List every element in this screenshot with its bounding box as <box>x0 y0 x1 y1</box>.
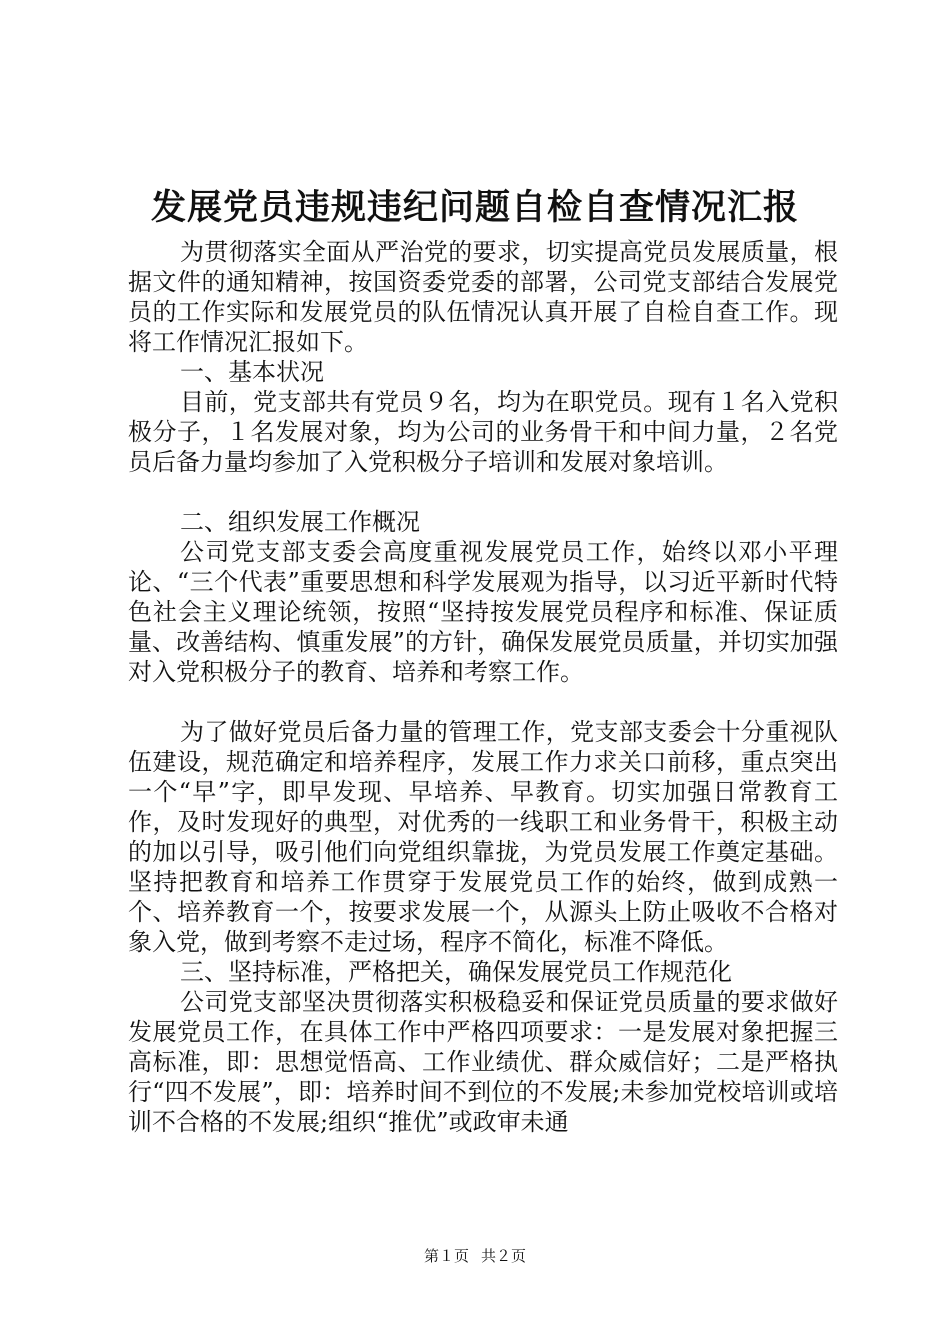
section-heading-3: 三、坚持标准，严格把关，确保发展党员工作规范化 <box>180 958 732 986</box>
standards-paragraph: 公司党支部坚决贯彻落实积极稳妥和保证党员质量的要求做好发展党员工作，在具体工作中严格四项要求：一是发展对象把握三高标准，即：思想觉悟高、工作业绩优、群众威信好；二是严格执行“四不发展”，即：培养时间不到位的不发展;未参加党校培训或培训不合格的不发展;组织“推优”或政审未通 <box>128 988 838 1136</box>
intro-paragraph: 为贯彻落实全面从严治党的要求，切实提高党员发展质量，根据文件的通知精神，按国资委党委的部署，公司党支部结合发展党员的工作实际和发展党员的队伍情况认真开展了自检自查工作。现将工作情况汇报如下。 <box>128 238 838 356</box>
overview-paragraph: 公司党支部支委会高度重视发展党员工作，始终以邓小平理论、“三个代表”重要思想和科学发展观为指导，以习近平新时代特色社会主义理论统领，按照“坚持按发展党员程序和标准、保证质量、改善结构、慎重发展”的方针，确保发展党员质量，并切实加强对入党积极分子的教育、培养和考察工作。 <box>128 538 838 686</box>
section-heading-1: 一、基本状况 <box>180 358 324 386</box>
page-footer <box>0 1245 950 1267</box>
basic-status-paragraph: 目前，党支部共有党员９名，均为在职党员。现有１名入党积极分子，１名发展对象，均为公司的业务骨干和中间力量，２名党员后备力量均参加了入党积极分子培训和发展对象培训。 <box>128 388 838 476</box>
paragraph-gap <box>128 477 838 507</box>
reserve-management-paragraph: 为了做好党员后备力量的管理工作，党支部支委会十分重视队伍建设，规范确定和培养程序，发展工作力求关口前移，重点突出一个“早”字，即早发现、早培养、早教育。切实加强日常教育工作，及时发现好的典型，对优秀的一线职工和业务骨干，积极主动的加以引导，吸引他们向党组织靠拢，为党员发展工作奠定基础。坚持把教育和培养工作贯穿于发展党员工作的始终，做到成熟一个、培养教育一个，按要求发展一个，从源头上防止吸收不合格对象入党，做到考察不走过场，程序不简化，标准不降低。 <box>128 718 838 956</box>
page-total: 共２页 <box>481 1247 527 1265</box>
page-number: 第１页 <box>423 1247 469 1265</box>
document-title: 发展党员违规违纪问题自检自查情况汇报 <box>150 187 799 228</box>
document-body <box>128 237 838 1137</box>
paragraph-gap <box>128 687 838 717</box>
section-heading-2: 二、组织发展工作概况 <box>180 508 420 536</box>
